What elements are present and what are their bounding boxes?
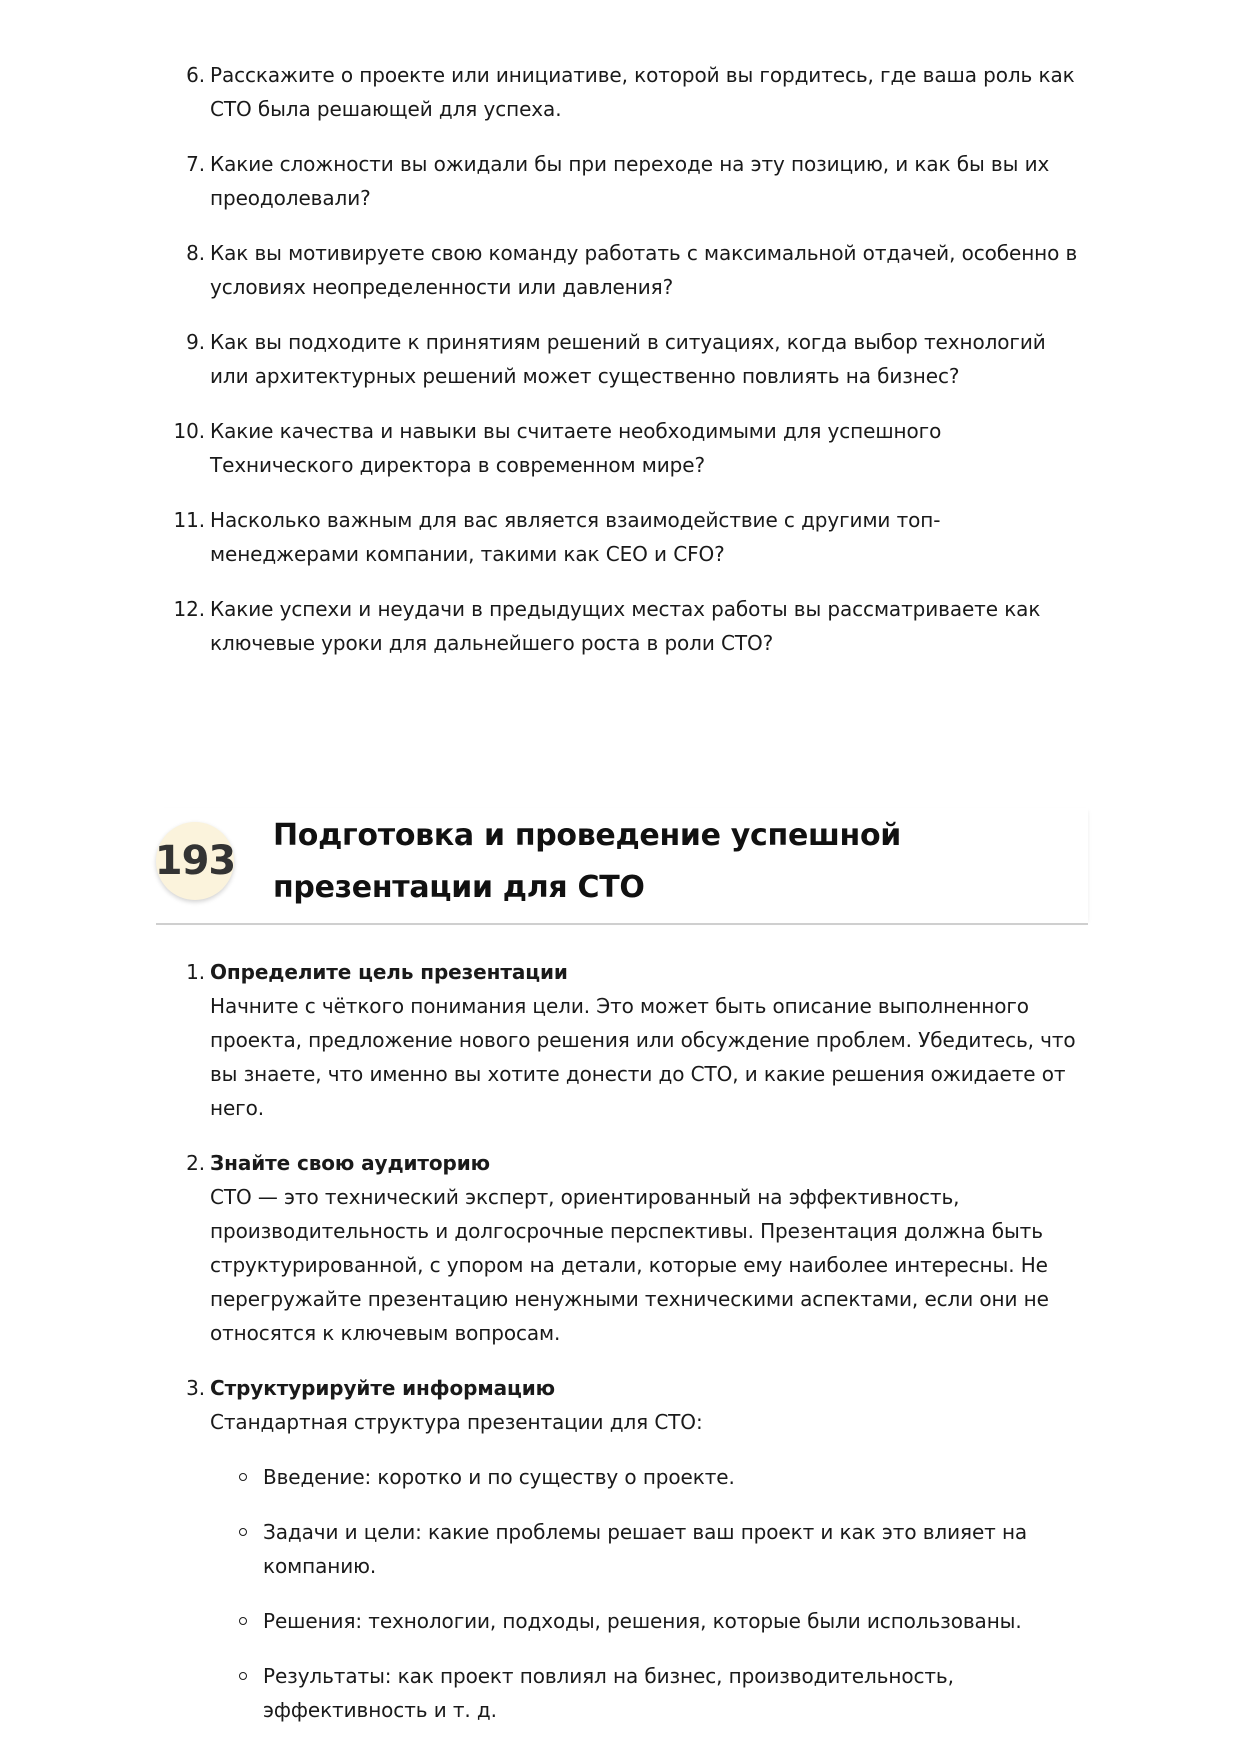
list-item-text: Насколько важным для вас является взаимодействие с другими топ-менеджерами компании, такими как CEO и CFO? [210,508,941,566]
list-number: 9. [186,330,205,354]
step-body: СТО — это технический эксперт, ориентированный на эффективность, производительность и долгосрочные перспективы. Презентация должна быть структурированной, с упором на детали, которые ему наиболее интересны. Не перегружайте презентацию ненужными техническими аспектами, если они не относятся к ключевым вопросам. [210,1185,1049,1345]
section-title: Подготовка и проведение успешной презентации для СТО [273,818,902,905]
bullet-item [210,1515,1097,1583]
list-number: 11. [173,508,205,532]
bullet-circle-icon [239,1672,247,1680]
step-item [157,1146,1097,1350]
bullet-text: Результаты: как проект повлиял на бизнес, производительность, эффективность и т. д. [263,1664,954,1722]
list-item-text: Какие сложности вы ожидали бы при переходе на эту позицию, и как бы вы их преодолевали? [210,152,1050,210]
questions-list [157,58,1087,681]
list-number: 10. [173,419,205,443]
list-number: 6. [186,63,205,87]
bullet-item [210,1604,1097,1638]
step-item [157,1371,1097,1727]
bullet-circle-icon [239,1528,247,1536]
list-number: 7. [186,152,205,176]
list-item [157,592,1087,660]
bullet-list [210,1460,1097,1727]
section-number-badge: 193 [156,822,234,900]
list-item-text: Расскажите о проекте или инициативе, которой вы гордитесь, где ваша роль как СТО была решающей для успеха. [210,63,1075,121]
step-title: Определите цель презентации [210,960,568,984]
list-item [157,147,1087,215]
step-body: Стандартная структура презентации для СТО: [210,1410,703,1434]
step-title: Знайте свою аудиторию [210,1151,491,1175]
step-number: 2. [186,1151,205,1175]
bullet-circle-icon [239,1473,247,1481]
bullet-text: Решения: технологии, подходы, решения, которые были использованы. [263,1609,1022,1633]
steps-list [157,955,1097,1748]
step-item [157,955,1097,1125]
list-item [157,58,1087,126]
list-item-text: Как вы мотивируете свою команду работать с максимальной отдачей, особенно в условиях неопределенности или давления? [210,241,1078,299]
list-number: 8. [186,241,205,265]
step-body: Начните с чёткого понимания цели. Это может быть описание выполненного проекта, предложение нового решения или обсуждение проблем. Убедитесь, что вы знаете, что именно вы хотите донести до СТО, и какие решения ожидаете от него. [210,994,1076,1120]
bullet-circle-icon [239,1617,247,1625]
list-item-text: Какие качества и навыки вы считаете необходимыми для успешного Технического директора в современном мире? [210,419,942,477]
list-item-text: Какие успехи и неудачи в предыдущих местах работы вы рассматриваете как ключевые уроки для дальнейшего роста в роли СТО? [210,597,1041,655]
bullet-text: Задачи и цели: какие проблемы решает ваш проект и как это влияет на компанию. [263,1520,1028,1578]
list-number: 12. [173,597,205,621]
list-item [157,414,1087,482]
bullet-text: Введение: коротко и по существу о проекте. [263,1465,735,1489]
bullet-item [210,1460,1097,1494]
list-item [157,503,1087,571]
step-number: 3. [186,1376,205,1400]
list-item-text: Как вы подходите к принятиям решений в ситуациях, когда выбор технологий или архитектурных решений может существенно повлиять на бизнес? [210,330,1046,388]
step-number: 1. [186,960,205,984]
section-header [156,808,1088,925]
step-title: Структурируйте информацию [210,1376,556,1400]
list-item [157,325,1087,393]
bullet-item [210,1659,1097,1727]
list-item [157,236,1087,304]
